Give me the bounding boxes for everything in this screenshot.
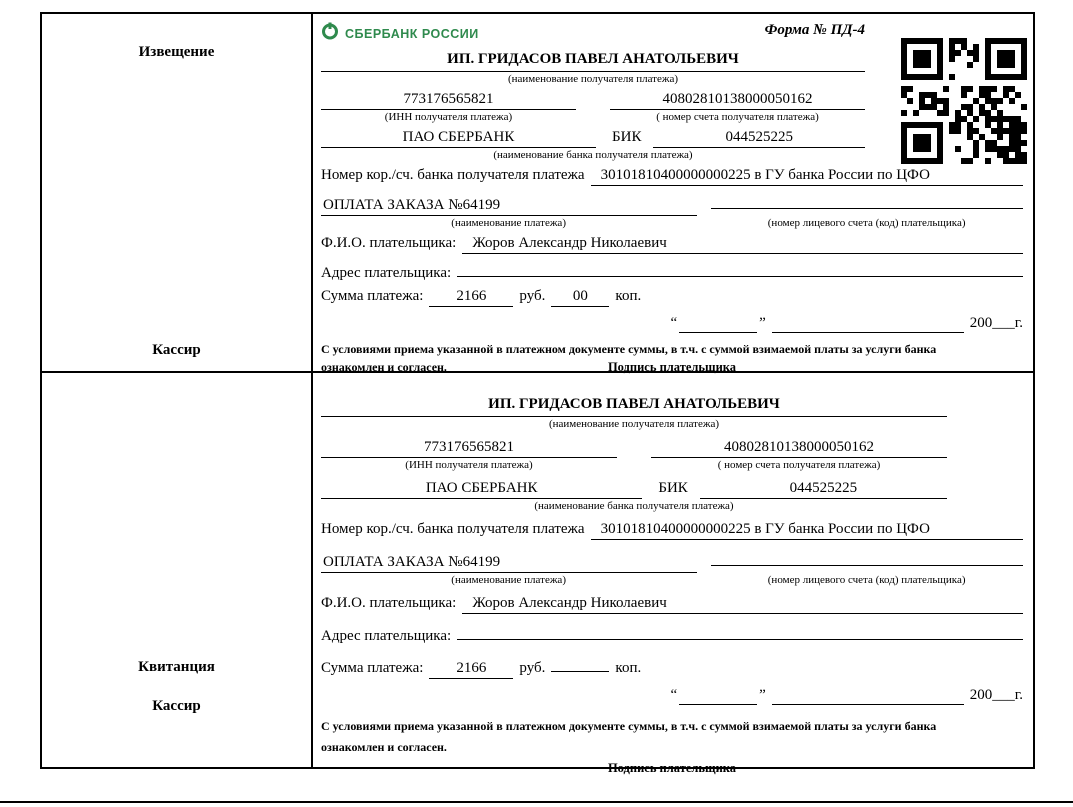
rub-label: руб. bbox=[519, 660, 546, 676]
inn-account-row bbox=[321, 437, 947, 458]
inn-caption: (ИНН получателя платежа) bbox=[405, 459, 533, 471]
bank-bik-row bbox=[321, 478, 947, 499]
sberbank-logo-icon bbox=[321, 22, 339, 45]
payer-name-row bbox=[321, 233, 1023, 254]
purpose-captions-row bbox=[321, 216, 1023, 230]
notice-cashier-label: Кассир bbox=[152, 342, 201, 358]
bank-name-value: ПАО СБЕРБАНК bbox=[321, 478, 642, 499]
bank-bik-row bbox=[321, 127, 865, 148]
notice-header-row bbox=[321, 22, 865, 46]
amount-row bbox=[321, 652, 1023, 679]
payer-address-value bbox=[457, 257, 1023, 277]
bank-name-caption: (наименование банка получателя платежа) bbox=[493, 149, 693, 161]
payer-address-row bbox=[321, 620, 1023, 646]
corr-account-label: Номер кор./сч. банка получателя платежа bbox=[321, 167, 585, 183]
bank-name-value: ПАО СБЕРБАНК bbox=[321, 127, 596, 148]
personal-account-caption: (номер лицевого счета (код) плательщика) bbox=[767, 574, 966, 586]
corr-account-label: Номер кор./сч. банка получателя платежа bbox=[321, 521, 585, 537]
payee-name: ИП. ГРИДАСОВ ПАВЕЛ АНАТОЛЬЕВИЧ bbox=[321, 49, 865, 72]
amount-kop-value bbox=[551, 652, 609, 672]
bank-name-caption: (наименование банка получателя платежа) bbox=[534, 500, 734, 512]
notice-label: Извещение bbox=[138, 44, 215, 60]
payment-name-caption: (наименование платежа) bbox=[451, 574, 566, 586]
bik-value: 044525225 bbox=[700, 478, 947, 499]
month-line bbox=[772, 313, 964, 333]
payment-purpose-row bbox=[321, 189, 1023, 216]
payer-name-value: Жоров Александр Николаевич bbox=[462, 233, 1023, 254]
quote-close: ” bbox=[759, 687, 766, 703]
inn-value: 773176565821 bbox=[321, 437, 617, 458]
account-caption: ( номер счета получателя платежа) bbox=[656, 111, 819, 123]
corr-account-row bbox=[321, 519, 1023, 540]
personal-account-line bbox=[711, 546, 1023, 566]
amount-label: Сумма платежа: bbox=[321, 288, 424, 304]
signature-label: Подпись плательщика bbox=[607, 761, 737, 775]
quote-open: “ bbox=[670, 315, 678, 331]
account-value: 40802810138000050162 bbox=[610, 89, 865, 110]
kop-label: коп. bbox=[615, 288, 642, 304]
payment-purpose-value: ОПЛАТА ЗАКАЗА №64199 bbox=[321, 552, 697, 573]
payee-caption: (наименование получателя платежа) bbox=[548, 418, 720, 430]
amount-rub-value: 2166 bbox=[429, 286, 513, 307]
corr-account-value: 30101810400000000225 в ГУ банка России по ЦФО bbox=[591, 165, 1023, 186]
bik-value: 044525225 bbox=[653, 127, 865, 148]
bik-label: БИК bbox=[658, 480, 688, 496]
inn-account-captions bbox=[321, 458, 947, 472]
inn-caption: (ИНН получателя платежа) bbox=[384, 111, 513, 123]
terms-line1: С условиями приема указанной в платежном документе суммы, в т.ч. с суммой взимаемой платы за услуги банка bbox=[321, 719, 937, 733]
terms-line2: ознакомлен и согласен. bbox=[321, 360, 447, 374]
amount-rub-value: 2166 bbox=[429, 658, 513, 679]
date-row bbox=[321, 685, 1023, 705]
inn-account-captions bbox=[321, 110, 865, 124]
receipt-slip bbox=[40, 371, 1035, 775]
payer-name-row bbox=[321, 593, 1023, 614]
amount-row bbox=[321, 286, 1023, 307]
terms-line1: С условиями приема указанной в платежном документе суммы, в т.ч. с суммой взимаемой платы за услуги банка bbox=[321, 342, 937, 356]
account-value: 40802810138000050162 bbox=[651, 437, 947, 458]
corr-account-row bbox=[321, 165, 1023, 186]
personal-account-line bbox=[711, 189, 1023, 209]
date-row bbox=[321, 313, 1023, 333]
terms-line2: ознакомлен и согласен. bbox=[321, 740, 447, 754]
year-label: 200___г. bbox=[969, 687, 1023, 703]
payer-address-row bbox=[321, 257, 1023, 283]
day-line bbox=[679, 685, 757, 705]
payer-name-value: Жоров Александр Николаевич bbox=[462, 593, 1023, 614]
payer-name-label: Ф.И.О. плательщика: bbox=[321, 595, 457, 611]
sberbank-logo bbox=[321, 22, 479, 45]
corr-account-value: 30101810400000000225 в ГУ банка России по ЦФО bbox=[591, 519, 1023, 540]
form-number-label: Форма № ПД-4 bbox=[764, 22, 865, 38]
notice-form-area bbox=[313, 14, 1033, 374]
month-line bbox=[772, 685, 964, 705]
amount-label: Сумма платежа: bbox=[321, 660, 424, 676]
inn-value: 773176565821 bbox=[321, 89, 576, 110]
account-caption: ( номер счета получателя платежа) bbox=[717, 459, 881, 471]
amount-kop-value: 00 bbox=[551, 286, 609, 307]
quote-open: “ bbox=[670, 687, 678, 703]
inn-account-row bbox=[321, 89, 865, 110]
day-line bbox=[679, 313, 757, 333]
payer-address-value bbox=[457, 620, 1023, 640]
qr-code bbox=[901, 38, 1027, 164]
year-label: 200___г. bbox=[969, 315, 1023, 331]
receipt-cashier-label: Кассир bbox=[152, 698, 201, 714]
signature-label: Подпись плательщика bbox=[607, 360, 737, 374]
receipt-form-area bbox=[313, 373, 1033, 775]
payment-purpose-value: ОПЛАТА ЗАКАЗА №64199 bbox=[321, 195, 697, 216]
receipt-label: Квитанция bbox=[138, 659, 215, 675]
page-bottom-edge bbox=[0, 801, 1073, 803]
kop-label: коп. bbox=[615, 660, 642, 676]
payment-form-pd4 bbox=[40, 12, 1035, 775]
bik-label: БИК bbox=[612, 129, 642, 145]
payment-purpose-row bbox=[321, 546, 1023, 573]
purpose-captions-row bbox=[321, 573, 1023, 587]
receipt-side-column bbox=[42, 373, 313, 767]
payer-name-label: Ф.И.О. плательщика: bbox=[321, 235, 457, 251]
payment-name-caption: (наименование платежа) bbox=[451, 217, 566, 229]
quote-close: ” bbox=[759, 315, 766, 331]
personal-account-caption: (номер лицевого счета (код) плательщика) bbox=[767, 217, 966, 229]
payer-address-label: Адрес плательщика: bbox=[321, 265, 452, 281]
notice-side-column bbox=[42, 14, 313, 371]
payee-name: ИП. ГРИДАСОВ ПАВЕЛ АНАТОЛЬЕВИЧ bbox=[321, 394, 947, 417]
payer-address-label: Адрес плательщика: bbox=[321, 628, 452, 644]
sberbank-logo-text: СБЕРБАНК РОССИИ bbox=[345, 26, 479, 41]
rub-label: руб. bbox=[519, 288, 546, 304]
payee-caption: (наименование получателя платежа) bbox=[507, 73, 679, 85]
notice-slip bbox=[40, 12, 1035, 373]
